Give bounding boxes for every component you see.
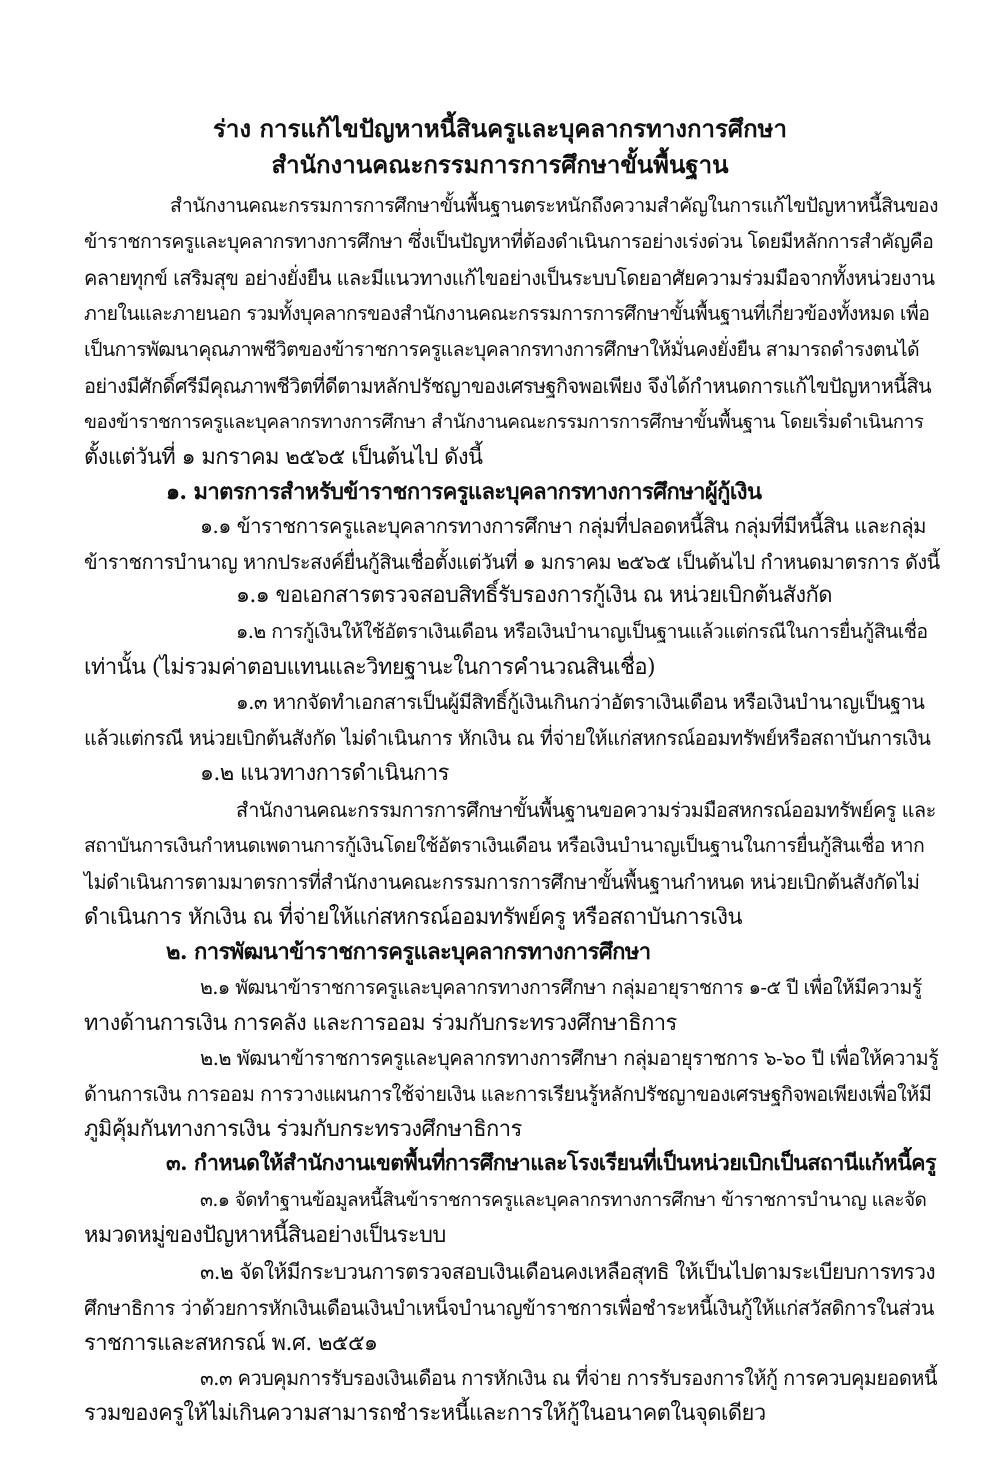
section-heading-1: ๑. มาตรการสำหรับข้าราชการครูและบุคลากรทางการศึกษาผู้กู้เงิน: [166, 479, 762, 505]
body-line: ๑.๒ การกู้เงินให้ใช้อัตราเงินเดือน หรือเงินบำนาญเป็นฐานแล้วแต่กรณีในการยื่นกู้สินเชื่อ: [236, 620, 928, 643]
body-line: ภูมิคุ้มกันทางการเงิน ร่วมกับกระทรวงศึกษาธิการ: [84, 1117, 522, 1142]
intro-line: สำนักงานคณะกรรมการการศึกษาขั้นพื้นฐานตระหนักถึงความสำคัญในการแก้ไขปัญหาหนี้สินของ: [170, 194, 938, 217]
intro-line: อย่างมีศักดิ์ศรีมีคุณภาพชีวิตที่ดีตามหลักปรัชญาของเศรษฐกิจพอเพียง จึงได้กำหนดการแก้ไขปัญหาหนี้สิน: [84, 374, 932, 398]
body-line: ๑.๓ หากจัดทำเอกสารเป็นผู้มีสิทธิ์กู้เงินเกินกว่าอัตราเงินเดือน หรือเงินบำนาญเป็นฐาน: [236, 690, 925, 714]
section-heading-2: ๒. การพัฒนาข้าราชการครูและบุคลากรทางการศึกษา: [166, 939, 651, 965]
body-line: ๑.๒ แนวทางการดำเนินการ: [200, 761, 449, 786]
body-line: ราชการและสหกรณ์ พ.ศ. ๒๕๕๑: [84, 1331, 378, 1356]
body-line: รวมของครูให้ไม่เกินความสามารถชำระหนี้และการให้กู้ในอนาคตในจุดเดียว: [84, 1401, 766, 1426]
intro-line: ของข้าราชการครูและบุคลากรทางการศึกษา สำนักงานคณะกรรมการการศึกษาขั้นพื้นฐาน โดยเริ่มดำเนินการ: [84, 411, 924, 433]
document-title: ร่าง การแก้ไขปัญหาหนี้สินครูและบุคลากรทางการศึกษา: [213, 114, 787, 143]
section-heading-3: ๓. กำหนดให้สำนักงานเขตพื้นที่การศึกษาและโรงเรียนที่เป็นหน่วยเบิกเป็นสถานีแก้หนี้ครู: [166, 1151, 936, 1176]
body-line: เท่านั้น (ไม่รวมค่าตอบแทนและวิทยฐานะในการคำนวณสินเชื่อ): [84, 655, 655, 680]
intro-line: เป็นการพัฒนาคุณภาพชีวิตของข้าราชการครูและบุคลากรทางการศึกษาให้มั่นคงยั่งยืน สามารถดำรงตนได้: [84, 338, 920, 361]
intro-line: ภายในและภายนอก รวมทั้งบุคลากรของสำนักงานคณะกรรมการการศึกษาขั้นพื้นฐานที่เกี่ยวข้องทั้งหมด เพื่อ: [84, 302, 930, 325]
body-line: ข้าราชการบำนาญ หากประสงค์ยื่นกู้สินเชื่อตั้งแต่วันที่ ๑ มกราคม ๒๕๖๕ เป็นต้นไป กำหนดมาตรการ ดังนี้: [84, 550, 940, 574]
body-line: ไม่ดำเนินการตามมาตรการที่สำนักงานคณะกรรมการการศึกษาขั้นพื้นฐานกำหนด หน่วยเบิกต้นสังกัดไม่: [84, 870, 920, 894]
body-line: ๒.๑ พัฒนาข้าราชการครูและบุคลากรทางการศึกษา กลุ่มอายุราชการ ๑-๕ ปี เพื่อให้มีความรู้: [200, 976, 922, 999]
body-line: สำนักงานคณะกรรมการการศึกษาขั้นพื้นฐานขอความร่วมมือสหกรณ์ออมทรัพย์ครู และ: [236, 798, 936, 822]
body-line: ๓.๑ จัดทำฐานข้อมูลหนี้สินข้าราชการครูและบุคลากรทางการศึกษา ข้าราชการบำนาญ และจัด: [200, 1189, 927, 1211]
intro-line: ตั้งแต่วันที่ ๑ มกราคม ๒๕๖๕ เป็นต้นไป ดังนี้: [84, 445, 483, 470]
intro-line: คลายทุกข์ เสริมสุข อย่างยั่งยืน และมีแนวทางแก้ไขอย่างเป็นระบบโดยอาศัยความร่วมมือจากทั้งหน่วยงาน: [84, 266, 935, 290]
body-line: ๑.๑ ขอเอกสารตรวจสอบสิทธิ์รับรองการกู้เงิน ณ หน่วยเบิกต้นสังกัด: [236, 583, 832, 608]
body-line: ๒.๒ พัฒนาข้าราชการครูและบุคลากรทางการศึกษา กลุ่มอายุราชการ ๖-๖๐ ปี เพื่อให้ความรู้: [200, 1046, 939, 1070]
document-subtitle: สำนักงานคณะกรรมการการศึกษาขั้นพื้นฐาน: [271, 150, 729, 179]
intro-line: ข้าราชการครูและบุคลากรทางการศึกษา ซึ่งเป็นปัญหาที่ต้องดำเนินการอย่างเร่งด่วน โดยมีหลักการสำคัญคือ: [84, 230, 934, 253]
body-line: หมวดหมู่ของปัญหาหนี้สินอย่างเป็นระบบ: [84, 1223, 446, 1248]
body-line: ทางด้านการเงิน การคลัง และการออม ร่วมกับกระทรวงศึกษาธิการ: [84, 1011, 677, 1036]
body-line: ดำเนินการ หักเงิน ณ ที่จ่ายให้แก่สหกรณ์ออมทรัพย์ครู หรือสถาบันการเงิน: [84, 905, 742, 930]
body-line: แล้วแต่กรณี หน่วยเบิกต้นสังกัด ไม่ดำเนินการ หักเงิน ณ ที่จ่ายให้แก่สหกรณ์ออมทรัพย์หรือสถาบันการเงิน: [84, 726, 931, 750]
body-line: สถาบันการเงินกำหนดเพดานการกู้เงินโดยใช้อัตราเงินเดือน หรือเงินบำนาญเป็นฐานในการยื่นกู้สินเชื่อ หาก: [84, 834, 925, 857]
body-line: ๓.๓ ควบคุมการรับรองเงินเดือน การหักเงิน ณ ที่จ่าย การรับรองการให้กู้ การควบคุมยอดหนี้: [200, 1366, 937, 1390]
body-line: ด้านการเงิน การออม การวางแผนการใช้จ่ายเงิน และการเรียนรู้หลักปรัชญาของเศรษฐกิจพอเพียงเพื่อให้มี: [84, 1082, 932, 1106]
body-line: ๓.๒ จัดให้มีกระบวนการตรวจสอบเงินเดือนคงเหลือสุทธิ ให้เป็นไปตามระเบียบการทรวง: [200, 1260, 936, 1284]
body-line: ๑.๑ ข้าราชการครูและบุคลากรทางการศึกษา กลุ่มที่ปลอดหนี้สิน กลุ่มที่มีหนี้สิน และกลุ่ม: [200, 514, 926, 538]
body-line: ศึกษาธิการ ว่าด้วยการหักเงินเดือนเงินบำเหน็จบำนาญข้าราชการเพื่อชำระหนี้เงินกู้ให้แก่สวัสดิการในส่วน: [84, 1296, 934, 1320]
